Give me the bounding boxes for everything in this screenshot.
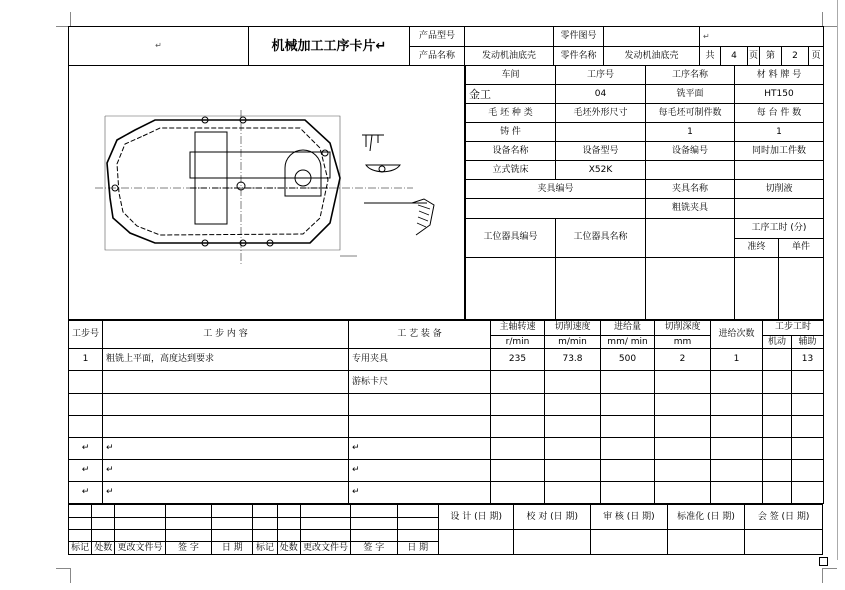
step-no-cell[interactable] <box>69 371 103 393</box>
equip-model-label: 设备型号 <box>556 142 646 161</box>
step-equipment-cell[interactable]: 游标卡尺 <box>349 371 491 393</box>
table-resize-handle[interactable] <box>819 557 828 566</box>
rev-cell[interactable] <box>212 518 253 530</box>
step-aux-cell[interactable] <box>792 415 824 437</box>
step-cut-cell[interactable] <box>545 459 601 481</box>
rev-cell[interactable] <box>351 518 397 530</box>
step-speed-cell[interactable] <box>491 371 545 393</box>
step-feed-cell[interactable] <box>601 415 655 437</box>
workshop-value[interactable]: 金工 <box>466 85 556 104</box>
blank-size-label: 毛坯外形尺寸 <box>556 104 646 123</box>
step-depth-cell[interactable] <box>655 371 711 393</box>
rev-cell[interactable] <box>397 505 438 518</box>
unit-time-label: 单件 <box>779 238 824 257</box>
station-tool-no-label: 工位器具编号 <box>466 218 556 257</box>
simultaneous-value[interactable] <box>735 161 824 180</box>
design-value[interactable] <box>438 530 514 555</box>
rev-cell[interactable] <box>300 505 350 518</box>
step-depth-cell[interactable] <box>655 459 711 481</box>
step-no-cell[interactable]: ↵ <box>69 437 103 459</box>
header-table <box>68 26 824 66</box>
pages-unit-label: 页 <box>748 47 760 66</box>
rev-cell[interactable] <box>165 505 211 518</box>
equip-name-label: 设备名称 <box>466 142 556 161</box>
step-content-cell[interactable] <box>103 393 349 415</box>
step-aux-cell[interactable]: 13 <box>792 349 824 371</box>
fixture-name-label: 夹具名称 <box>646 180 735 199</box>
station-tool-extra-value[interactable] <box>646 257 735 319</box>
step-content-cell[interactable] <box>103 371 349 393</box>
card-title: 机械加工工序卡片↵ <box>249 27 410 66</box>
equip-name-value[interactable]: 立式铣床 <box>466 161 556 180</box>
station-tool-name-label: 工位器具名称 <box>556 218 646 257</box>
header-extra-value[interactable]: ↵ <box>700 27 824 47</box>
step-machine-cell[interactable] <box>763 481 792 503</box>
design-label: 设 计 (日 期) <box>438 505 514 530</box>
countersign-value[interactable] <box>745 530 823 555</box>
sign-label: 签 字 <box>165 542 211 555</box>
part-drawing-no-value[interactable] <box>604 27 700 47</box>
parts-per-blank-value[interactable]: 1 <box>646 123 735 142</box>
step-equipment-cell[interactable]: ↵ <box>349 437 491 459</box>
step-row <box>69 437 824 459</box>
step-feed-cell[interactable] <box>601 459 655 481</box>
date-label-2: 日 期 <box>397 542 438 555</box>
step-row <box>69 393 824 415</box>
process-no-value[interactable]: 04 <box>556 85 646 104</box>
header-mark: ↵ <box>69 27 249 66</box>
step-content-cell[interactable]: ↵ <box>103 481 349 503</box>
rev-cell[interactable] <box>397 518 438 530</box>
step-content-header: 工 步 内 容 <box>103 321 349 349</box>
feed-unit: mm/ min <box>601 335 655 349</box>
equip-no-label: 设备编号 <box>646 142 735 161</box>
coolant-value[interactable] <box>735 199 824 218</box>
step-speed-cell[interactable] <box>491 415 545 437</box>
process-time-label: 工序工时 (分) <box>735 218 824 238</box>
crop-mark-bottom-right <box>822 568 837 583</box>
depth-unit: mm <box>655 335 711 349</box>
step-depth-cell[interactable] <box>655 437 711 459</box>
step-cut-cell[interactable] <box>545 415 601 437</box>
station-tool-name-value[interactable] <box>556 257 646 319</box>
step-cut-cell[interactable]: 73.8 <box>545 349 601 371</box>
step-row <box>69 459 824 481</box>
station-tool-spacer <box>646 218 735 257</box>
equip-model-value[interactable]: X52K <box>556 161 646 180</box>
rev-cell[interactable] <box>69 518 92 530</box>
step-no-header: 工步号 <box>69 321 103 349</box>
spindle-speed-header: 主轴转速 <box>491 321 545 336</box>
mark-label: 标记 <box>69 542 92 555</box>
step-speed-cell[interactable] <box>491 459 545 481</box>
parts-per-blank-label: 每毛坯可制件数 <box>646 104 735 123</box>
fixture-no-value[interactable] <box>466 199 646 218</box>
station-tool-no-value[interactable] <box>466 257 556 319</box>
step-row <box>69 371 824 393</box>
page-edge-line <box>837 0 838 560</box>
rev-cell[interactable] <box>300 518 350 530</box>
rev-cell[interactable] <box>165 530 211 542</box>
place-count-label: 处数 <box>92 542 115 555</box>
date-label: 日 期 <box>212 542 253 555</box>
sheet-unit-label: 页 <box>809 47 824 66</box>
step-speed-cell[interactable] <box>491 393 545 415</box>
step-equipment-cell[interactable]: 专用夹具 <box>349 349 491 371</box>
feed-header: 进给量 <box>601 321 655 336</box>
step-equipment-cell[interactable]: ↵ <box>349 481 491 503</box>
crop-mark-top-left <box>56 12 71 27</box>
footer-table <box>68 504 823 555</box>
step-feed-cell[interactable] <box>601 437 655 459</box>
coolant-label: 切削液 <box>735 180 824 199</box>
review-value[interactable] <box>591 530 668 555</box>
step-passes-cell[interactable] <box>711 481 763 503</box>
crop-mark-top-right <box>822 12 837 27</box>
countersign-label: 会 签 (日 期) <box>745 505 823 530</box>
step-feed-cell[interactable]: 500 <box>601 349 655 371</box>
blank-size-value[interactable] <box>556 123 646 142</box>
step-no-cell[interactable]: ↵ <box>69 459 103 481</box>
rev-cell[interactable] <box>69 505 92 518</box>
step-depth-cell[interactable] <box>655 393 711 415</box>
step-content-cell[interactable]: 粗铣上平面，高度达到要求 <box>103 349 349 371</box>
rev-cell[interactable] <box>212 505 253 518</box>
step-cut-cell[interactable] <box>545 481 601 503</box>
step-machine-cell[interactable] <box>763 459 792 481</box>
step-cut-cell[interactable] <box>545 437 601 459</box>
product-name-value[interactable]: 发动机油底壳 <box>465 47 554 66</box>
step-aux-cell[interactable] <box>792 371 824 393</box>
standard-label: 标准化 (日 期) <box>667 505 745 530</box>
step-speed-cell[interactable] <box>491 437 545 459</box>
equip-no-value[interactable] <box>646 161 735 180</box>
simultaneous-label: 同时加工件数 <box>735 142 824 161</box>
rev-cell[interactable] <box>165 518 211 530</box>
step-machine-cell[interactable] <box>763 349 792 371</box>
step-content-cell[interactable]: ↵ <box>103 437 349 459</box>
step-passes-cell[interactable] <box>711 459 763 481</box>
part-name-label: 零件名称 <box>554 47 604 66</box>
workshop-label: 车间 <box>466 66 556 85</box>
process-no-label: 工序号 <box>556 66 646 85</box>
step-row <box>69 349 824 371</box>
rev-cell[interactable] <box>351 505 397 518</box>
change-doc-label-2: 更改文件号 <box>300 542 350 555</box>
rev-cell[interactable] <box>115 530 165 542</box>
step-aux-cell[interactable] <box>792 393 824 415</box>
step-depth-cell[interactable]: 2 <box>655 349 711 371</box>
rev-cell[interactable] <box>253 505 277 518</box>
product-model-value[interactable] <box>465 27 554 47</box>
rev-cell[interactable] <box>300 530 350 542</box>
rev-cell[interactable] <box>115 505 165 518</box>
rev-cell[interactable] <box>277 518 300 530</box>
blank-type-label: 毛 坯 种 类 <box>466 104 556 123</box>
rev-cell[interactable] <box>92 530 115 542</box>
rev-cell[interactable] <box>277 505 300 518</box>
passes-header: 进给次数 <box>711 321 763 349</box>
step-no-cell[interactable]: 1 <box>69 349 103 371</box>
product-model-label: 产品型号 <box>410 27 465 47</box>
step-machine-cell[interactable] <box>763 393 792 415</box>
check-label: 校 对 (日 期) <box>514 505 591 530</box>
part-drawing-no-label: 零件图号 <box>554 27 604 47</box>
step-no-cell[interactable] <box>69 415 103 437</box>
parts-per-machine-value[interactable]: 1 <box>735 123 824 142</box>
rev-cell[interactable] <box>253 518 277 530</box>
step-equipment-cell[interactable] <box>349 415 491 437</box>
step-machine-cell[interactable] <box>763 437 792 459</box>
aux-time-header: 辅助 <box>792 335 824 349</box>
step-aux-cell[interactable] <box>792 459 824 481</box>
step-aux-cell[interactable] <box>792 481 824 503</box>
step-row <box>69 415 824 437</box>
info-table <box>465 65 824 320</box>
step-speed-cell[interactable]: 235 <box>491 349 545 371</box>
total-pages-label: 共 <box>700 47 721 66</box>
step-time-header: 工步工时 <box>763 321 824 336</box>
step-cut-cell[interactable] <box>545 393 601 415</box>
step-feed-cell[interactable] <box>601 371 655 393</box>
place-count-label-2: 处数 <box>277 542 300 555</box>
step-row <box>69 481 824 503</box>
material-value[interactable]: HT150 <box>735 85 824 104</box>
rev-cell[interactable] <box>253 530 277 542</box>
step-passes-cell[interactable] <box>711 371 763 393</box>
crop-mark-bottom-left <box>56 568 71 583</box>
process-name-value[interactable]: 铣平面 <box>646 85 735 104</box>
fixture-no-label: 夹具编号 <box>466 180 646 199</box>
review-label: 审 核 (日 期) <box>591 505 668 530</box>
spindle-unit: r/min <box>491 335 545 349</box>
prep-end-value[interactable] <box>735 257 779 319</box>
step-passes-cell[interactable] <box>711 415 763 437</box>
steps-table <box>68 320 824 504</box>
sign-label-2: 签 字 <box>351 542 397 555</box>
material-label: 材 料 牌 号 <box>735 66 824 85</box>
step-machine-cell[interactable] <box>763 371 792 393</box>
tool-detail-drawing <box>352 125 447 240</box>
rev-cell[interactable] <box>115 518 165 530</box>
step-machine-cell[interactable] <box>763 415 792 437</box>
machine-time-header: 机动 <box>763 335 792 349</box>
rev-cell[interactable] <box>92 518 115 530</box>
blank-type-value[interactable]: 铸 件 <box>466 123 556 142</box>
total-pages-value[interactable]: 4 <box>721 47 748 66</box>
fixture-name-value[interactable]: 粗铣夹具 <box>646 199 735 218</box>
step-depth-cell[interactable] <box>655 415 711 437</box>
prep-end-label: 准终 <box>735 238 779 257</box>
check-value[interactable] <box>514 530 591 555</box>
cutting-unit: m/min <box>545 335 601 349</box>
sheet-label: 第 <box>760 47 782 66</box>
step-equipment-cell[interactable] <box>349 393 491 415</box>
part-name-value[interactable]: 发动机油底壳 <box>604 47 700 66</box>
product-name-label: 产品名称 <box>410 47 465 66</box>
step-passes-cell[interactable] <box>711 437 763 459</box>
step-passes-cell[interactable]: 1 <box>711 349 763 371</box>
standard-value[interactable] <box>667 530 745 555</box>
mark-label-2: 标记 <box>253 542 277 555</box>
depth-header: 切削深度 <box>655 321 711 336</box>
step-aux-cell[interactable] <box>792 437 824 459</box>
rev-cell[interactable] <box>212 530 253 542</box>
step-cut-cell[interactable] <box>545 371 601 393</box>
step-feed-cell[interactable] <box>601 481 655 503</box>
rev-cell[interactable] <box>351 530 397 542</box>
rev-cell[interactable] <box>397 530 438 542</box>
rev-cell[interactable] <box>92 505 115 518</box>
step-passes-cell[interactable] <box>711 393 763 415</box>
step-content-cell[interactable]: ↵ <box>103 459 349 481</box>
step-no-cell[interactable] <box>69 393 103 415</box>
step-depth-cell[interactable] <box>655 481 711 503</box>
step-feed-cell[interactable] <box>601 393 655 415</box>
step-no-cell[interactable]: ↵ <box>69 481 103 503</box>
step-speed-cell[interactable] <box>491 481 545 503</box>
unit-time-value[interactable] <box>779 257 824 319</box>
parts-per-machine-label: 每 台 件 数 <box>735 104 824 123</box>
equipment-header: 工 艺 装 备 <box>349 321 491 349</box>
step-equipment-cell[interactable]: ↵ <box>349 459 491 481</box>
process-name-label: 工序名称 <box>646 66 735 85</box>
rev-cell[interactable] <box>277 530 300 542</box>
step-content-cell[interactable] <box>103 415 349 437</box>
change-doc-label: 更改文件号 <box>115 542 165 555</box>
rev-cell[interactable] <box>69 530 92 542</box>
cutting-speed-header: 切削速度 <box>545 321 601 336</box>
sheet-value[interactable]: 2 <box>782 47 809 66</box>
